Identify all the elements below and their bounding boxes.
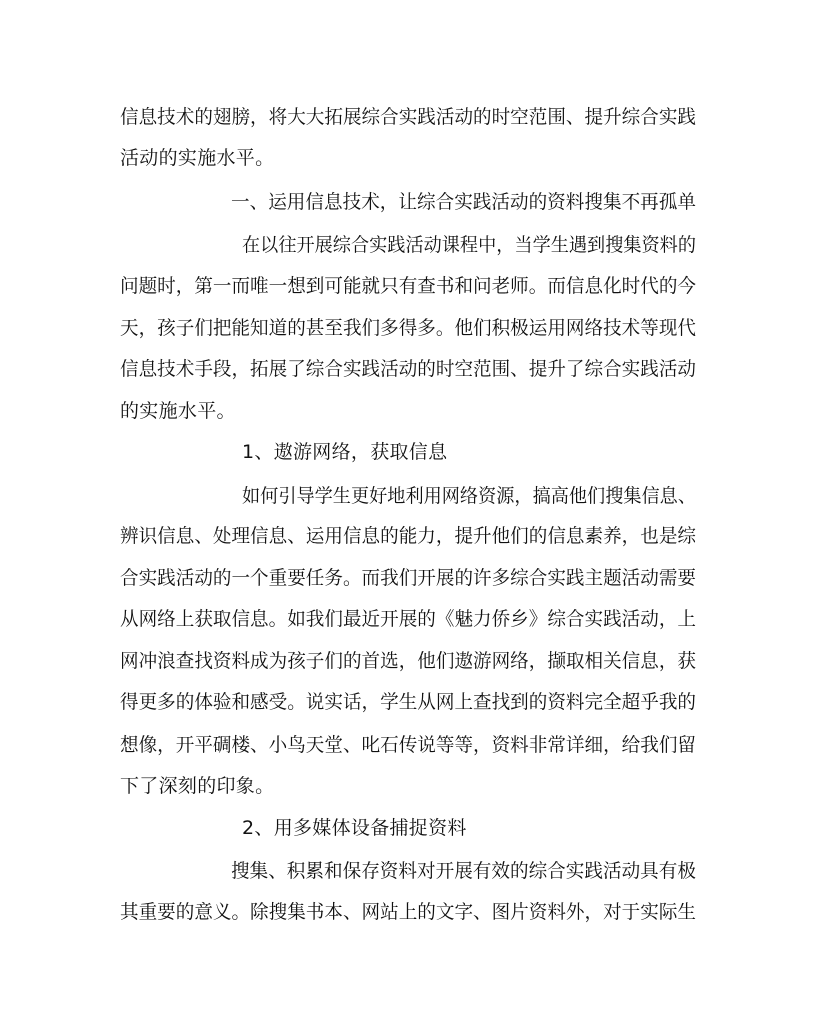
body-text-line: 天，孩子们把能知道的甚至我们多得多。他们积极运用网络技术等现代 <box>120 317 696 339</box>
body-text-line: 活动的实施水平。 <box>120 147 275 169</box>
body-text-line: 合实践活动的一个重要任务。而我们开展的许多综合实践主题活动需要 <box>120 567 696 589</box>
body-text-line: 想像，开平碉楼、小鸟天堂、叱石传说等等，资料非常详细，给我们留 <box>120 734 696 756</box>
body-text-line: 辨识信息、处理信息、运用信息的能力，提升他们的信息素养，也是综 <box>120 525 696 547</box>
body-text-line: 在以往开展综合实践活动课程中，当学生遇到搜集资料的 <box>242 234 697 256</box>
body-text-line: 如何引导学生更好地利用网络资源，搞高他们搜集信息、 <box>242 485 697 507</box>
body-text-line: 网冲浪查找资料成为孩子们的首选，他们遨游网络，撷取相关信息，获 <box>120 650 696 672</box>
subsection-heading: 2、用多媒体设备捕捉资料 <box>242 817 467 839</box>
body-text-line: 从网络上获取信息。如我们最近开展的《魅力侨乡》综合实践活动，上 <box>120 608 696 630</box>
subsection-heading: 1、遨游网络，获取信息 <box>242 441 448 463</box>
body-text-line: 信息技术的翅膀，将大大拓展综合实践活动的时空范围、提升综合实践 <box>120 106 696 128</box>
section-heading: 一、运用信息技术，让综合实践活动的资料搜集不再孤单 <box>231 191 696 213</box>
body-text-line: 的实施水平。 <box>120 400 236 422</box>
body-text-line: 信息技术手段，拓展了综合实践活动的时空范围、提升了综合实践活动 <box>120 358 696 380</box>
body-text-line: 搜集、积累和保存资料对开展有效的综合实践活动具有极 <box>231 860 696 882</box>
body-text-line: 问题时，第一而唯一想到可能就只有查书和问老师。而信息化时代的今 <box>120 275 696 297</box>
body-text-line: 下了深刻的印象。 <box>120 775 275 797</box>
body-text-line: 得更多的体验和感受。说实话，学生从网上查找到的资料完全超乎我的 <box>120 691 696 713</box>
body-text-line: 其重要的意义。除搜集书本、网站上的文字、图片资料外，对于实际生 <box>120 901 696 923</box>
